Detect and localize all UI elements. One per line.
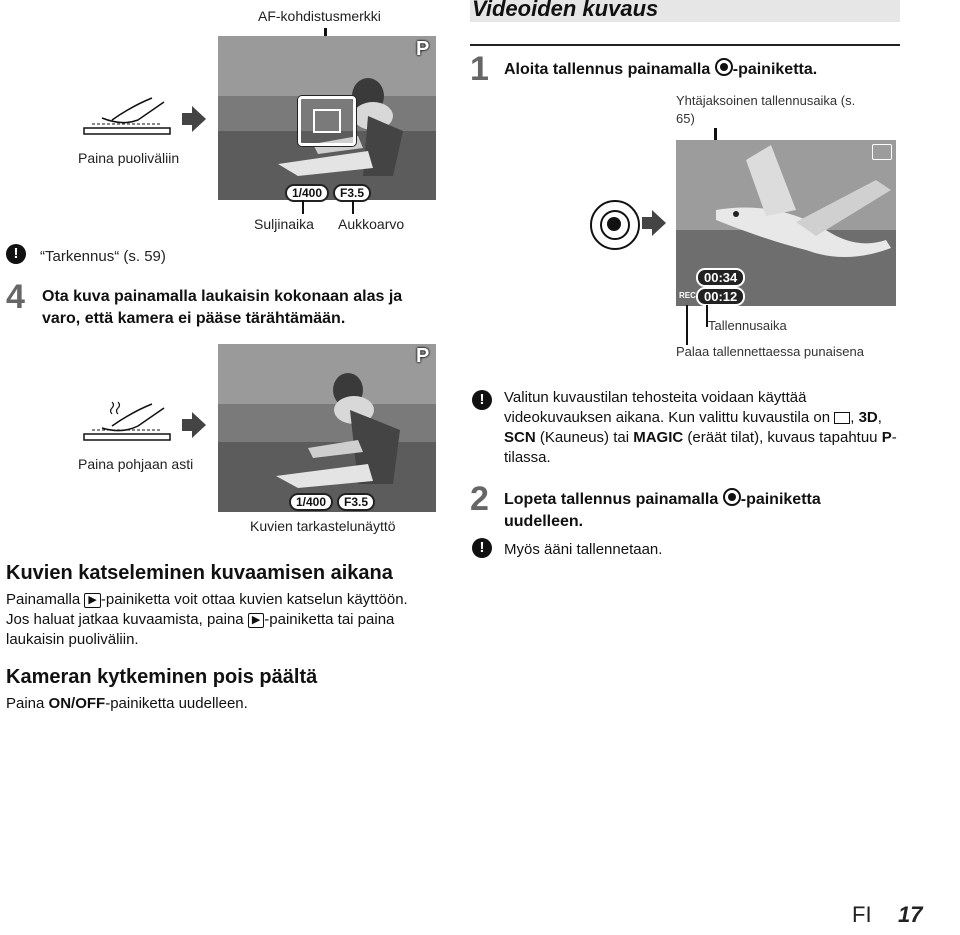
- full-press-label: Paina pohjaan asti: [78, 456, 194, 472]
- section-title: Videoiden kuvaus: [472, 0, 659, 21]
- power-off-text-2: -painiketta uudelleen.: [105, 695, 248, 712]
- mode-magic-label: MAGIC: [633, 429, 684, 446]
- warning-icon: !: [6, 244, 26, 264]
- section-divider: [470, 44, 900, 46]
- continuous-time-label: Yhtäjaksoinen tallennusaika (s. 65): [676, 93, 856, 126]
- language-code: FI: [852, 902, 872, 927]
- movie-mode-icon: [872, 144, 892, 160]
- aperture-value-display: F3.5: [333, 184, 371, 202]
- step-1-number: 1: [470, 50, 489, 88]
- note-text-4: -tilassa.: [504, 429, 897, 466]
- power-off-text-1: Paina: [6, 695, 45, 712]
- af-target-frame: [298, 96, 356, 146]
- shutter-value-display-2: 1/400: [289, 493, 333, 511]
- mode-3d-label: 3D: [858, 409, 878, 426]
- rec-red-note: Palaa tallennettaessa punaisena: [676, 344, 864, 359]
- full-press-hand-icon: [82, 398, 172, 444]
- step-1-text-1: Aloita tallennus painamalla: [504, 61, 711, 78]
- review-screen-photo: [218, 344, 436, 512]
- review-paragraph: [6, 590, 426, 650]
- on-off-button-label: ON/OFF: [48, 695, 106, 712]
- note-text-2: (Kauneus) tai: [539, 429, 630, 446]
- effects-note: Valitun kuvaustilan tehosteita voidaan käyttää videokuvauksen aikana. Kun valittu kuvaustila on , 3D, SCN (Kauneus) tai MAGIC (eräät tilat), kuvaus tapahtuu P-tilassa.: [504, 389, 897, 466]
- step-2-number: 2: [470, 480, 489, 518]
- review-text-1: Painamalla: [6, 591, 81, 608]
- step-1-text-2: -painiketta.: [732, 61, 818, 78]
- recording-time-display: 00:12: [696, 287, 745, 306]
- mode-indicator-2: P: [416, 345, 430, 367]
- step-4-number: 4: [6, 278, 25, 316]
- movie-button-icon-2: [723, 488, 741, 506]
- af-marker-label: AF-kohdistusmerkki: [258, 8, 381, 24]
- aperture-label: Aukkoarvo: [338, 216, 405, 232]
- review-screen-label: Kuvien tarkastelunäyttö: [250, 518, 396, 534]
- shutter-label: Suljinaika: [254, 216, 314, 232]
- shutter-pointer: [302, 200, 304, 214]
- rec-indicator-pointer: [686, 305, 688, 345]
- play-button-icon: ▶: [84, 593, 100, 608]
- movie-record-button[interactable]: [590, 200, 640, 250]
- rec-indicator: REC: [679, 291, 696, 300]
- step-2-text: [504, 488, 884, 533]
- warning-icon-2: !: [472, 390, 492, 410]
- panorama-icon: [834, 412, 850, 424]
- half-press-hand-icon: [82, 96, 172, 140]
- focus-reference: “Tarkennus“ (s. 59): [40, 248, 166, 265]
- note-text-1: Valitun kuvaustilan tehosteita voidaan käyttää videokuvauksen aikana. Kun valittu kuvaustila on: [504, 389, 831, 426]
- shutter-value-display: 1/400: [285, 184, 329, 202]
- step-1-text: [504, 58, 817, 81]
- page-number: 17: [898, 902, 923, 927]
- sound-note: Myös ääni tallennetaan.: [504, 541, 663, 558]
- mode-p-label: P: [881, 429, 892, 446]
- mode-indicator: P: [416, 38, 430, 60]
- review-heading: Kuvien katseleminen kuvaamisen aikana: [6, 562, 393, 584]
- half-press-label: Paina puoliväliin: [78, 150, 180, 166]
- movie-button-icon: [715, 58, 733, 76]
- remaining-time-display: 00:34: [696, 268, 745, 287]
- mode-scn-label: SCN: [504, 429, 536, 446]
- review-text-3: -painiketta tai paina laukaisin puoliväliin.: [6, 611, 395, 648]
- play-button-icon-2: ▶: [248, 613, 264, 628]
- power-off-heading: Kameran kytkeminen pois päältä: [6, 666, 318, 688]
- step-4-text: Ota kuva painamalla laukaisin kokonaan alas ja varo, että kamera ei pääse tärähtämään.: [42, 288, 403, 327]
- photo-woman-reading-grass-2: [218, 344, 436, 512]
- note-text-3: (eräät tilat), kuvaus tapahtuu: [687, 429, 878, 446]
- power-off-text: [6, 694, 248, 714]
- aperture-pointer: [352, 200, 354, 214]
- step-2-text-2: -painiketta uudelleen.: [504, 491, 821, 530]
- warning-icon-3: !: [472, 538, 492, 558]
- aperture-value-display-2: F3.5: [337, 493, 375, 511]
- step-2-text-1: Lopeta tallennus painamalla: [504, 491, 719, 508]
- review-text-2: -painiketta voit ottaa kuvien katselun käyttöön. Jos haluat jatkaa kuvaamista, paina: [6, 591, 408, 628]
- rec-time-label: Tallennusaika: [708, 318, 787, 333]
